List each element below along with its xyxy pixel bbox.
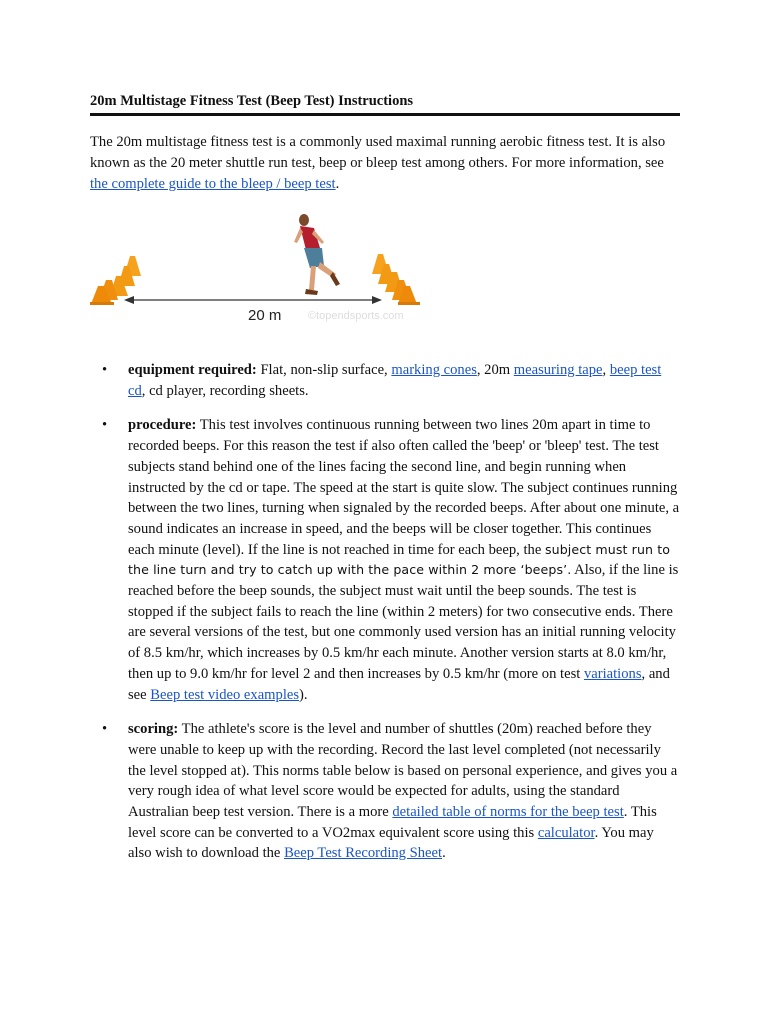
marking-cones-link[interactable]: marking cones: [391, 362, 477, 378]
watermark: ©topendsports.com: [308, 310, 404, 322]
distance-label: 20 m: [248, 307, 282, 324]
variations-link[interactable]: variations: [583, 665, 642, 682]
beep-test-cd-link[interactable]: beep test cd: [128, 362, 662, 399]
intro-paragraph: [90, 132, 680, 195]
runner-figure: [294, 214, 340, 295]
intro-text: The 20m multistage fitness test is a commonly used maximal running aerobic fitness test. It is also known as the 20 meter shuttle run test, beep or bleep test among others. For more information, see: [90, 134, 666, 171]
bullet: •: [102, 417, 108, 434]
right-cones: [372, 254, 420, 305]
procedure-text: , and see: [128, 665, 670, 703]
scoring-text: . You may also wish to download the: [128, 824, 654, 862]
scoring-text: . This level score can be converted to a VO2max equivalent score using this: [128, 804, 657, 841]
bullet: •: [102, 721, 108, 738]
equipment-text: , cd player, recording sheets.: [141, 382, 309, 399]
beep-test-diagram: [86, 208, 426, 330]
equipment-text: Flat, non-slip surface,: [256, 362, 392, 378]
procedure-text: Also, if the line is reached before the beep sounds, the subject must wait until the beep sounds. The test is stopped if the subject fails to reach the line (within 2 meters) for two consecutive ends. There are several versions of the test, but one commonly used version has an initial running velocity of 8.5 km/hr, which increases by 0.5 km/hr each minute. Another version starts at 8.0 km/hr, then up to 9.0 km/hr for level 2 and then increases by 0.5 km/hr (more on test: [128, 562, 679, 682]
scoring-item: [90, 719, 680, 864]
intro-end: .: [335, 176, 340, 192]
equipment-text: ,: [602, 362, 610, 378]
procedure-term: procedure:: [128, 417, 197, 434]
beep-test-guide-link[interactable]: the complete guide to the bleep / beep test: [90, 176, 336, 192]
equipment-text: , 20m: [476, 362, 514, 378]
measuring-tape-link[interactable]: measuring tape: [513, 362, 603, 378]
beep-test-video-link[interactable]: Beep test video examples: [150, 686, 300, 703]
scoring-term: scoring:: [128, 721, 179, 738]
instruction-list: [90, 360, 680, 878]
scoring-text: The athlete's score is the level and number of shuttles (20m) reached before they were unable to keep up with the recording. Record the last level completed (not necessarily the level stopped at). This norms table below is based on personal experience, and gives you a very rough idea of what level score would be expected for adults, using the standard Australian beep test version. There is a more: [128, 721, 678, 821]
title-divider: [90, 113, 680, 116]
norms-table-link[interactable]: detailed table of norms for the beep test: [392, 804, 624, 821]
bullet: •: [102, 362, 108, 378]
procedure-text: This test involves continuous running between two lines 20m apart in time to recorded beeps. For this reason the test if also often called the 'beep' or 'bleep' test. The test subjects stand behind one of the lines facing the second line, and begin running when instructed by the cd or tape. The speed at the start is quite slow. The subject continues running between the two lines, turning when signaled by the recorded beeps. After about one minute, a sound indicates an increase in speed, and the beeps will be closer together. This continues each minute (level). If the line is not reached in time for each beep, the: [128, 417, 680, 558]
distance-arrow: [124, 296, 382, 304]
procedure-text: ).: [299, 686, 308, 703]
procedure-item: [90, 415, 680, 705]
equipment-item: [90, 360, 680, 401]
recording-sheet-link[interactable]: Beep Test Recording Sheet: [284, 845, 443, 862]
calculator-link[interactable]: calculator: [537, 824, 595, 841]
page-title: 20m Multistage Fitness Test (Beep Test) Instructions: [90, 93, 414, 109]
equipment-term: equipment required:: [128, 362, 257, 378]
procedure-text-alt: subject must run to the line turn and try to catch up with the pace within 2 more ‘beeps’.: [128, 541, 671, 578]
scoring-text: .: [442, 845, 446, 862]
